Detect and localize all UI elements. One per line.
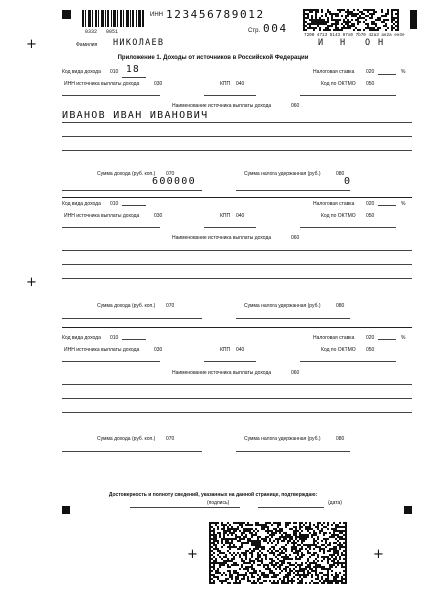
- header-barcode-left: [82, 10, 144, 27]
- registration-cross-left-mid: +: [26, 275, 37, 290]
- block-separator-1: [62, 197, 412, 198]
- tax-rate-num: 020: [366, 201, 375, 207]
- oktmo-label: Код по ОКТМО: [321, 81, 356, 87]
- kpp-num: 040: [236, 213, 245, 219]
- source-name-num: 060: [291, 235, 300, 241]
- initial-3: О: [365, 38, 372, 48]
- header-code-left: 0332: [85, 29, 98, 35]
- tax-withheld-label: Сумма налога удержанная (руб.): [244, 171, 321, 177]
- income-sum-num: 070: [166, 436, 175, 442]
- registration-cross-bottom-right: +: [373, 547, 384, 562]
- tax-rate-label: Налоговая ставка: [313, 201, 355, 207]
- income-sum-label: Сумма дохода (руб. коп.): [97, 303, 156, 309]
- initial-1: И: [318, 38, 325, 48]
- source-name-num: 060: [291, 103, 300, 109]
- tax-rate-num: 020: [366, 335, 375, 341]
- corner-marker-top-right: [410, 10, 417, 29]
- corner-marker-bottom-left: [62, 506, 70, 514]
- tax-withheld-value: 0: [344, 176, 352, 187]
- initial-4: Н: [378, 38, 385, 48]
- kpp-label: КПП: [220, 81, 231, 87]
- oktmo-label: Код по ОКТМО: [321, 213, 356, 219]
- kpp-num: 040: [236, 347, 245, 353]
- source-name-label: Наименование источника выплаты дохода: [172, 370, 272, 376]
- corner-marker-bottom-right: [404, 506, 412, 514]
- tax-rate-unit: %: [401, 201, 406, 207]
- initial-2: Н: [340, 38, 347, 48]
- income-sum-num: 070: [166, 303, 175, 309]
- page-value: 004: [263, 22, 288, 35]
- source-name-label: Наименование источника выплаты дохода: [172, 103, 272, 109]
- source-name-num: 060: [291, 370, 300, 376]
- oktmo-num: 050: [366, 347, 375, 353]
- footer-2d-barcode: [209, 522, 347, 584]
- tax-rate-label: Налоговая ставка: [313, 335, 355, 341]
- corner-marker-top-left: [62, 10, 71, 19]
- inn-source-label: ИНН источника выплаты дохода: [64, 213, 140, 219]
- income-code-num: 010: [110, 201, 119, 207]
- income-code-value: 18: [126, 64, 141, 75]
- source-name-label: Наименование источника выплаты дохода: [172, 235, 272, 241]
- tax-withheld-label: Сумма налога удержанная (руб.): [244, 303, 321, 309]
- surname-label: Фамилия: [76, 42, 98, 48]
- tax-withheld-num: 080: [336, 171, 345, 177]
- surname-value: НИКОЛАЕВ: [113, 38, 165, 48]
- header-code-right: 0051: [106, 29, 119, 35]
- block-separator-2: [62, 327, 412, 328]
- inn-source-num: 030: [154, 213, 163, 219]
- section-title: Приложение 1. Доходы от источников в Российской Федерации: [117, 55, 309, 61]
- oktmo-label: Код по ОКТМО: [321, 347, 356, 353]
- barcode-caption: 7200 4713 5143 97x0 7b70 42a3 ae2a ee3e: [304, 33, 405, 38]
- income-code-label: Код вида дохода: [62, 201, 101, 207]
- inn-value: 123456789012: [166, 8, 265, 21]
- date-label: (дата): [328, 500, 342, 506]
- registration-cross-left-top: +: [26, 37, 37, 52]
- income-code-num: 010: [110, 69, 119, 75]
- registration-cross-bottom-left: +: [187, 547, 198, 562]
- income-code-label: Код вида дохода: [62, 69, 101, 75]
- inn-source-label: ИНН источника выплаты дохода: [64, 81, 140, 87]
- header-2d-barcode: [303, 9, 399, 31]
- tax-rate-num: 020: [366, 69, 375, 75]
- oktmo-num: 050: [366, 213, 375, 219]
- income-code-num: 010: [110, 335, 119, 341]
- oktmo-num: 050: [366, 81, 375, 87]
- income-sum-label: Сумма дохода (руб. коп.): [97, 436, 156, 442]
- page-label: Стр.: [248, 28, 261, 34]
- income-sum-label: Сумма дохода (руб. коп.): [97, 171, 156, 177]
- tax-withheld-label: Сумма налога удержанная (руб.): [244, 436, 321, 442]
- tax-rate-unit: %: [401, 335, 406, 341]
- source-name-value: ИВАНОВ ИВАН ИВАНОВИЧ: [62, 110, 209, 121]
- kpp-label: КПП: [220, 213, 231, 219]
- income-code-label: Код вида дохода: [62, 335, 101, 341]
- tax-withheld-num: 080: [336, 303, 345, 309]
- date-line: [258, 507, 324, 508]
- tax-withheld-num: 080: [336, 436, 345, 442]
- kpp-num: 040: [236, 81, 245, 87]
- inn-source-num: 030: [154, 347, 163, 353]
- kpp-label: КПП: [220, 347, 231, 353]
- tax-rate-unit: %: [401, 69, 406, 75]
- inn-source-num: 030: [154, 81, 163, 87]
- signature-line: [130, 507, 240, 508]
- tax-rate-label: Налоговая ставка: [313, 69, 355, 75]
- signature-label: (подпись): [207, 500, 230, 506]
- income-sum-value: 600000: [152, 176, 196, 187]
- inn-label: ИНН: [150, 12, 163, 18]
- confirmation-text: Достоверность и полноту сведений, указанных на данной странице, подтверждаю:: [108, 492, 318, 498]
- inn-source-label: ИНН источника выплаты дохода: [64, 347, 140, 353]
- income-sum-num: 070: [166, 171, 175, 177]
